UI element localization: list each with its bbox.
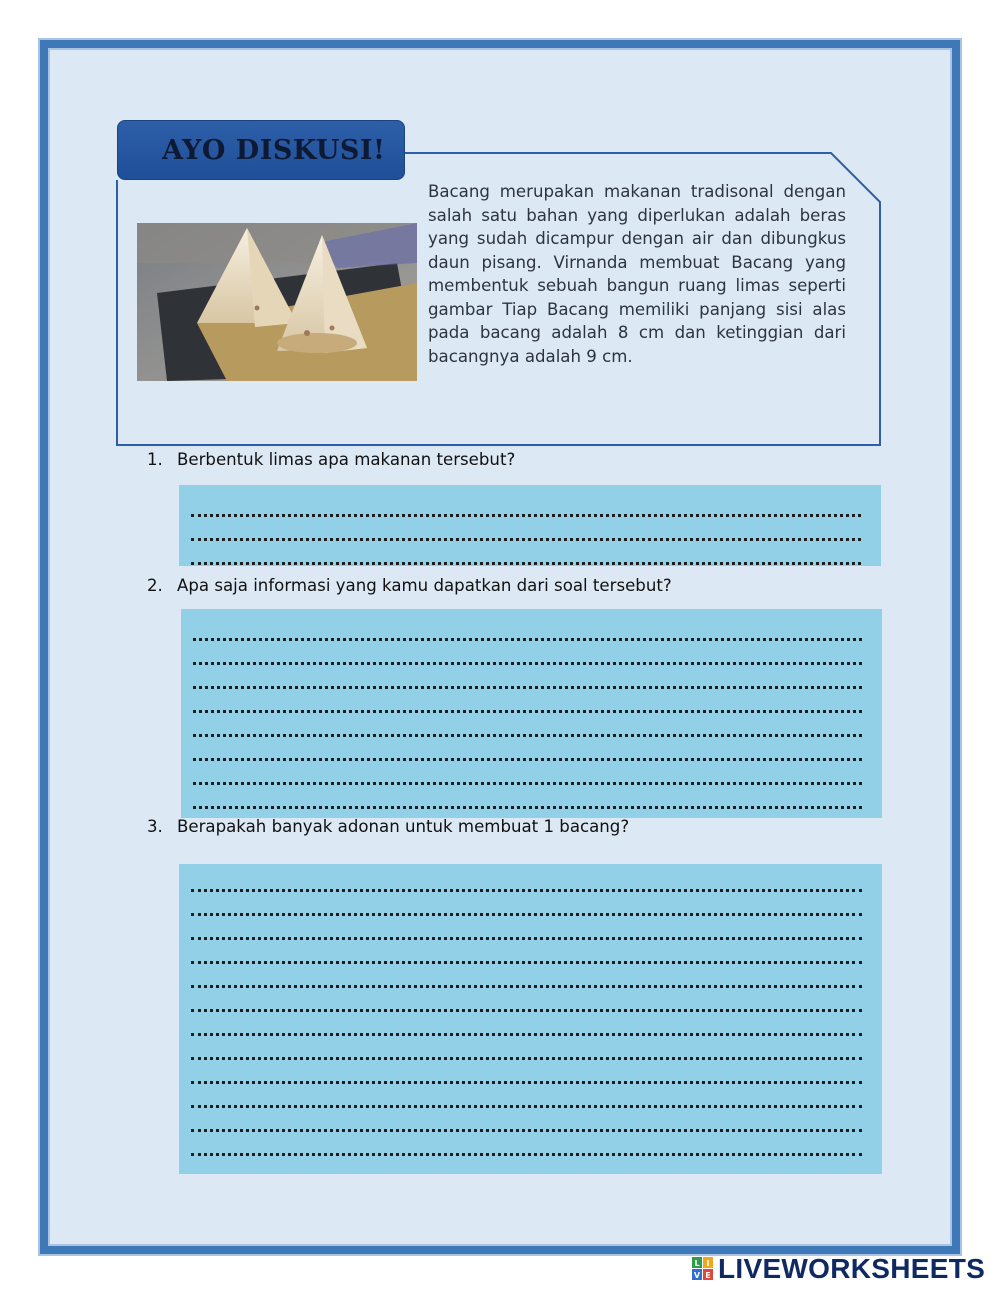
answer-line: [191, 1084, 862, 1108]
question-3: [147, 817, 629, 836]
logo-letter: V: [693, 1271, 701, 1280]
answer-line: [191, 1036, 862, 1060]
section-title: AYO DISKUSI!: [117, 120, 405, 180]
answer-line: [191, 517, 861, 541]
answer-line: [191, 916, 862, 940]
question-number: 2.: [147, 576, 163, 595]
answer-line: [191, 1012, 862, 1036]
answer-line: [193, 761, 862, 785]
answer-line: [193, 617, 862, 641]
question-number: 1.: [147, 450, 163, 469]
answer-box-1[interactable]: [179, 485, 881, 566]
answer-box-3[interactable]: [179, 864, 882, 1174]
logo-letter: L: [694, 1259, 700, 1268]
answer-line: [191, 892, 862, 916]
answer-line: [191, 1132, 862, 1156]
question-1: [147, 450, 515, 469]
bacang-photo: [137, 223, 417, 381]
question-text: Berapakah banyak adonan untuk membuat 1 bacang?: [177, 817, 630, 836]
question-number: 3.: [147, 817, 163, 836]
answer-line: [191, 868, 862, 892]
answer-line: [191, 541, 861, 565]
story-paragraph: Bacang merupakan makanan tradisonal dengan salah satu bahan yang diperlukan adalah beras yang sudah dicampur dengan air dan dibungkus daun pisang. Virnanda membuat Bacang yang membentuk sebuah bangun ruang limas seperti gambar Tiap Bacang memiliki panjang sisi alas pada bacang adalah 8 cm dan ketinggian dari bacangnya adalah 9 cm.: [428, 182, 846, 366]
question-text: Berbentuk limas apa makanan tersebut?: [177, 450, 516, 469]
answer-line: [191, 940, 862, 964]
answer-line: [193, 737, 862, 761]
question-2: [147, 576, 672, 595]
answer-line: [191, 964, 862, 988]
answer-line: [193, 689, 862, 713]
brand-name: LIVEWORKSHEETS: [718, 1253, 986, 1284]
answer-line: [193, 641, 862, 665]
answer-line: [193, 665, 862, 689]
logo-letter: I: [706, 1259, 710, 1268]
answer-line: [191, 1060, 862, 1084]
question-text: Apa saja informasi yang kamu dapatkan dari soal tersebut?: [177, 576, 672, 595]
liveworksheets-icon: [692, 1257, 714, 1281]
answer-line: [191, 1108, 862, 1132]
answer-line: [191, 493, 861, 517]
answer-line: [193, 785, 862, 809]
answer-line: [191, 988, 862, 1012]
liveworksheets-logo[interactable]: [692, 1254, 985, 1284]
answer-box-2[interactable]: [181, 609, 882, 818]
answer-line: [193, 713, 862, 737]
logo-letter: E: [705, 1271, 711, 1280]
